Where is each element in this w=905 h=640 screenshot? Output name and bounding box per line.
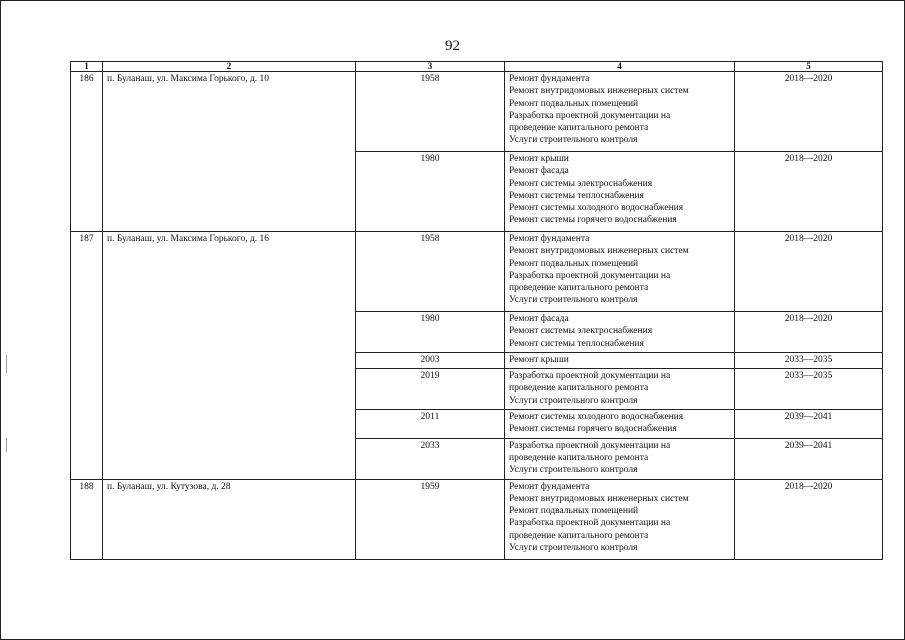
work-item: Разработка проектной документации на: [509, 440, 671, 451]
table-row: [71, 72, 883, 152]
house-address: п. Буланаш, ул. Максима Горького, д. 10: [103, 72, 356, 232]
year-cell: 2011: [356, 410, 505, 439]
work-item: Услуги строительного контроля: [509, 295, 638, 306]
work-item: Ремонт фундамента: [509, 74, 590, 84]
works-cell: [505, 312, 735, 353]
year-cell: 1958: [356, 72, 505, 152]
period-cell: 2033—2035: [735, 369, 883, 410]
work-item: Услуги строительного контроля: [509, 543, 638, 554]
year-cell: 1959: [356, 479, 505, 559]
work-item: Ремонт подвальных помещений: [509, 258, 639, 269]
period-cell: 2039—2041: [735, 438, 883, 479]
work-item: Ремонт фундамента: [509, 481, 590, 492]
work-item: проведение капитального ремонта: [509, 383, 649, 394]
record-number: 186: [71, 72, 103, 232]
work-item: Разработка проектной документации на: [509, 371, 671, 382]
work-item: Ремонт системы холодного водоснабжения: [509, 203, 684, 214]
work-item: Ремонт внутридомовых инженерных систем: [509, 493, 689, 504]
work-item: Разработка проектной документации на: [509, 110, 671, 121]
column-header-works: 4: [505, 62, 735, 72]
capital-repair-table: [70, 61, 883, 560]
works-cell: [505, 369, 735, 410]
work-item: Ремонт подвальных помещений: [509, 506, 639, 517]
period-cell: 2018—2020: [735, 232, 883, 312]
table-header-row: [71, 62, 883, 72]
table-row: [71, 479, 883, 559]
period-cell: 2018—2020: [735, 152, 883, 232]
works-cell: [505, 72, 735, 152]
work-item: Ремонт внутридомовых инженерных систем: [509, 86, 689, 97]
work-item: Ремонт системы электроснабжения: [509, 178, 653, 189]
work-item: Ремонт крыши: [509, 354, 569, 365]
scan-mark: [6, 438, 7, 452]
work-item: проведение капитального ремонта: [509, 123, 649, 134]
period-cell: 2018—2020: [735, 312, 883, 353]
work-item: Ремонт системы горячего водоснабжения: [509, 424, 677, 435]
work-item: Разработка проектной документации на: [509, 270, 671, 281]
scan-mark: [6, 355, 7, 373]
period-cell: 2018—2020: [735, 72, 883, 152]
period-cell: 2039—2041: [735, 410, 883, 439]
year-cell: 2033: [356, 438, 505, 479]
work-item: Ремонт фасада: [509, 166, 569, 177]
record-number: 188: [71, 479, 103, 559]
year-cell: 1980: [356, 152, 505, 232]
work-item: Ремонт системы теплоснабжения: [509, 190, 644, 201]
column-header-year: 3: [356, 62, 505, 72]
period-cell: 2033—2035: [735, 352, 883, 368]
column-header-number: 1: [71, 62, 103, 72]
year-cell: 1980: [356, 312, 505, 353]
works-cell: [505, 232, 735, 312]
column-header-address: 2: [103, 62, 356, 72]
work-item: Ремонт фасада: [509, 314, 569, 324]
works-cell: [505, 410, 735, 439]
work-item: Услуги строительного контроля: [509, 135, 638, 146]
work-item: проведение капитального ремонта: [509, 283, 649, 294]
works-cell: [505, 479, 735, 559]
work-item: Ремонт крыши: [509, 154, 569, 164]
column-header-period: 5: [735, 62, 883, 72]
work-item: Ремонт системы холодного водоснабжения: [509, 412, 684, 423]
works-cell: [505, 152, 735, 232]
work-item: Ремонт внутридомовых инженерных систем: [509, 246, 689, 257]
year-cell: 2003: [356, 352, 505, 368]
work-item: Ремонт системы теплоснабжения: [509, 338, 644, 349]
work-item: Ремонт подвальных помещений: [509, 98, 639, 109]
year-cell: 1958: [356, 232, 505, 312]
work-item: Услуги строительного контроля: [509, 395, 638, 406]
house-address: п. Буланаш, ул. Максима Горького, д. 16: [103, 232, 356, 480]
record-number: 187: [71, 232, 103, 480]
period-cell: 2018—2020: [735, 479, 883, 559]
table-body: [71, 72, 883, 560]
page-number: 92: [445, 38, 460, 54]
work-item: Услуги строительного контроля: [509, 465, 638, 476]
house-address: п. Буланаш, ул. Кутузова, д. 28: [103, 479, 356, 559]
work-item: Разработка проектной документации на: [509, 518, 671, 529]
works-cell: [505, 438, 735, 479]
work-item: проведение капитального ремонта: [509, 452, 649, 463]
works-cell: [505, 352, 735, 368]
table-row: [71, 232, 883, 312]
work-item: Ремонт системы электроснабжения: [509, 326, 653, 337]
year-cell: 2019: [356, 369, 505, 410]
work-item: проведение капитального ремонта: [509, 530, 649, 541]
work-item: Ремонт системы горячего водоснабжения: [509, 215, 677, 226]
work-item: Ремонт фундамента: [509, 234, 590, 244]
